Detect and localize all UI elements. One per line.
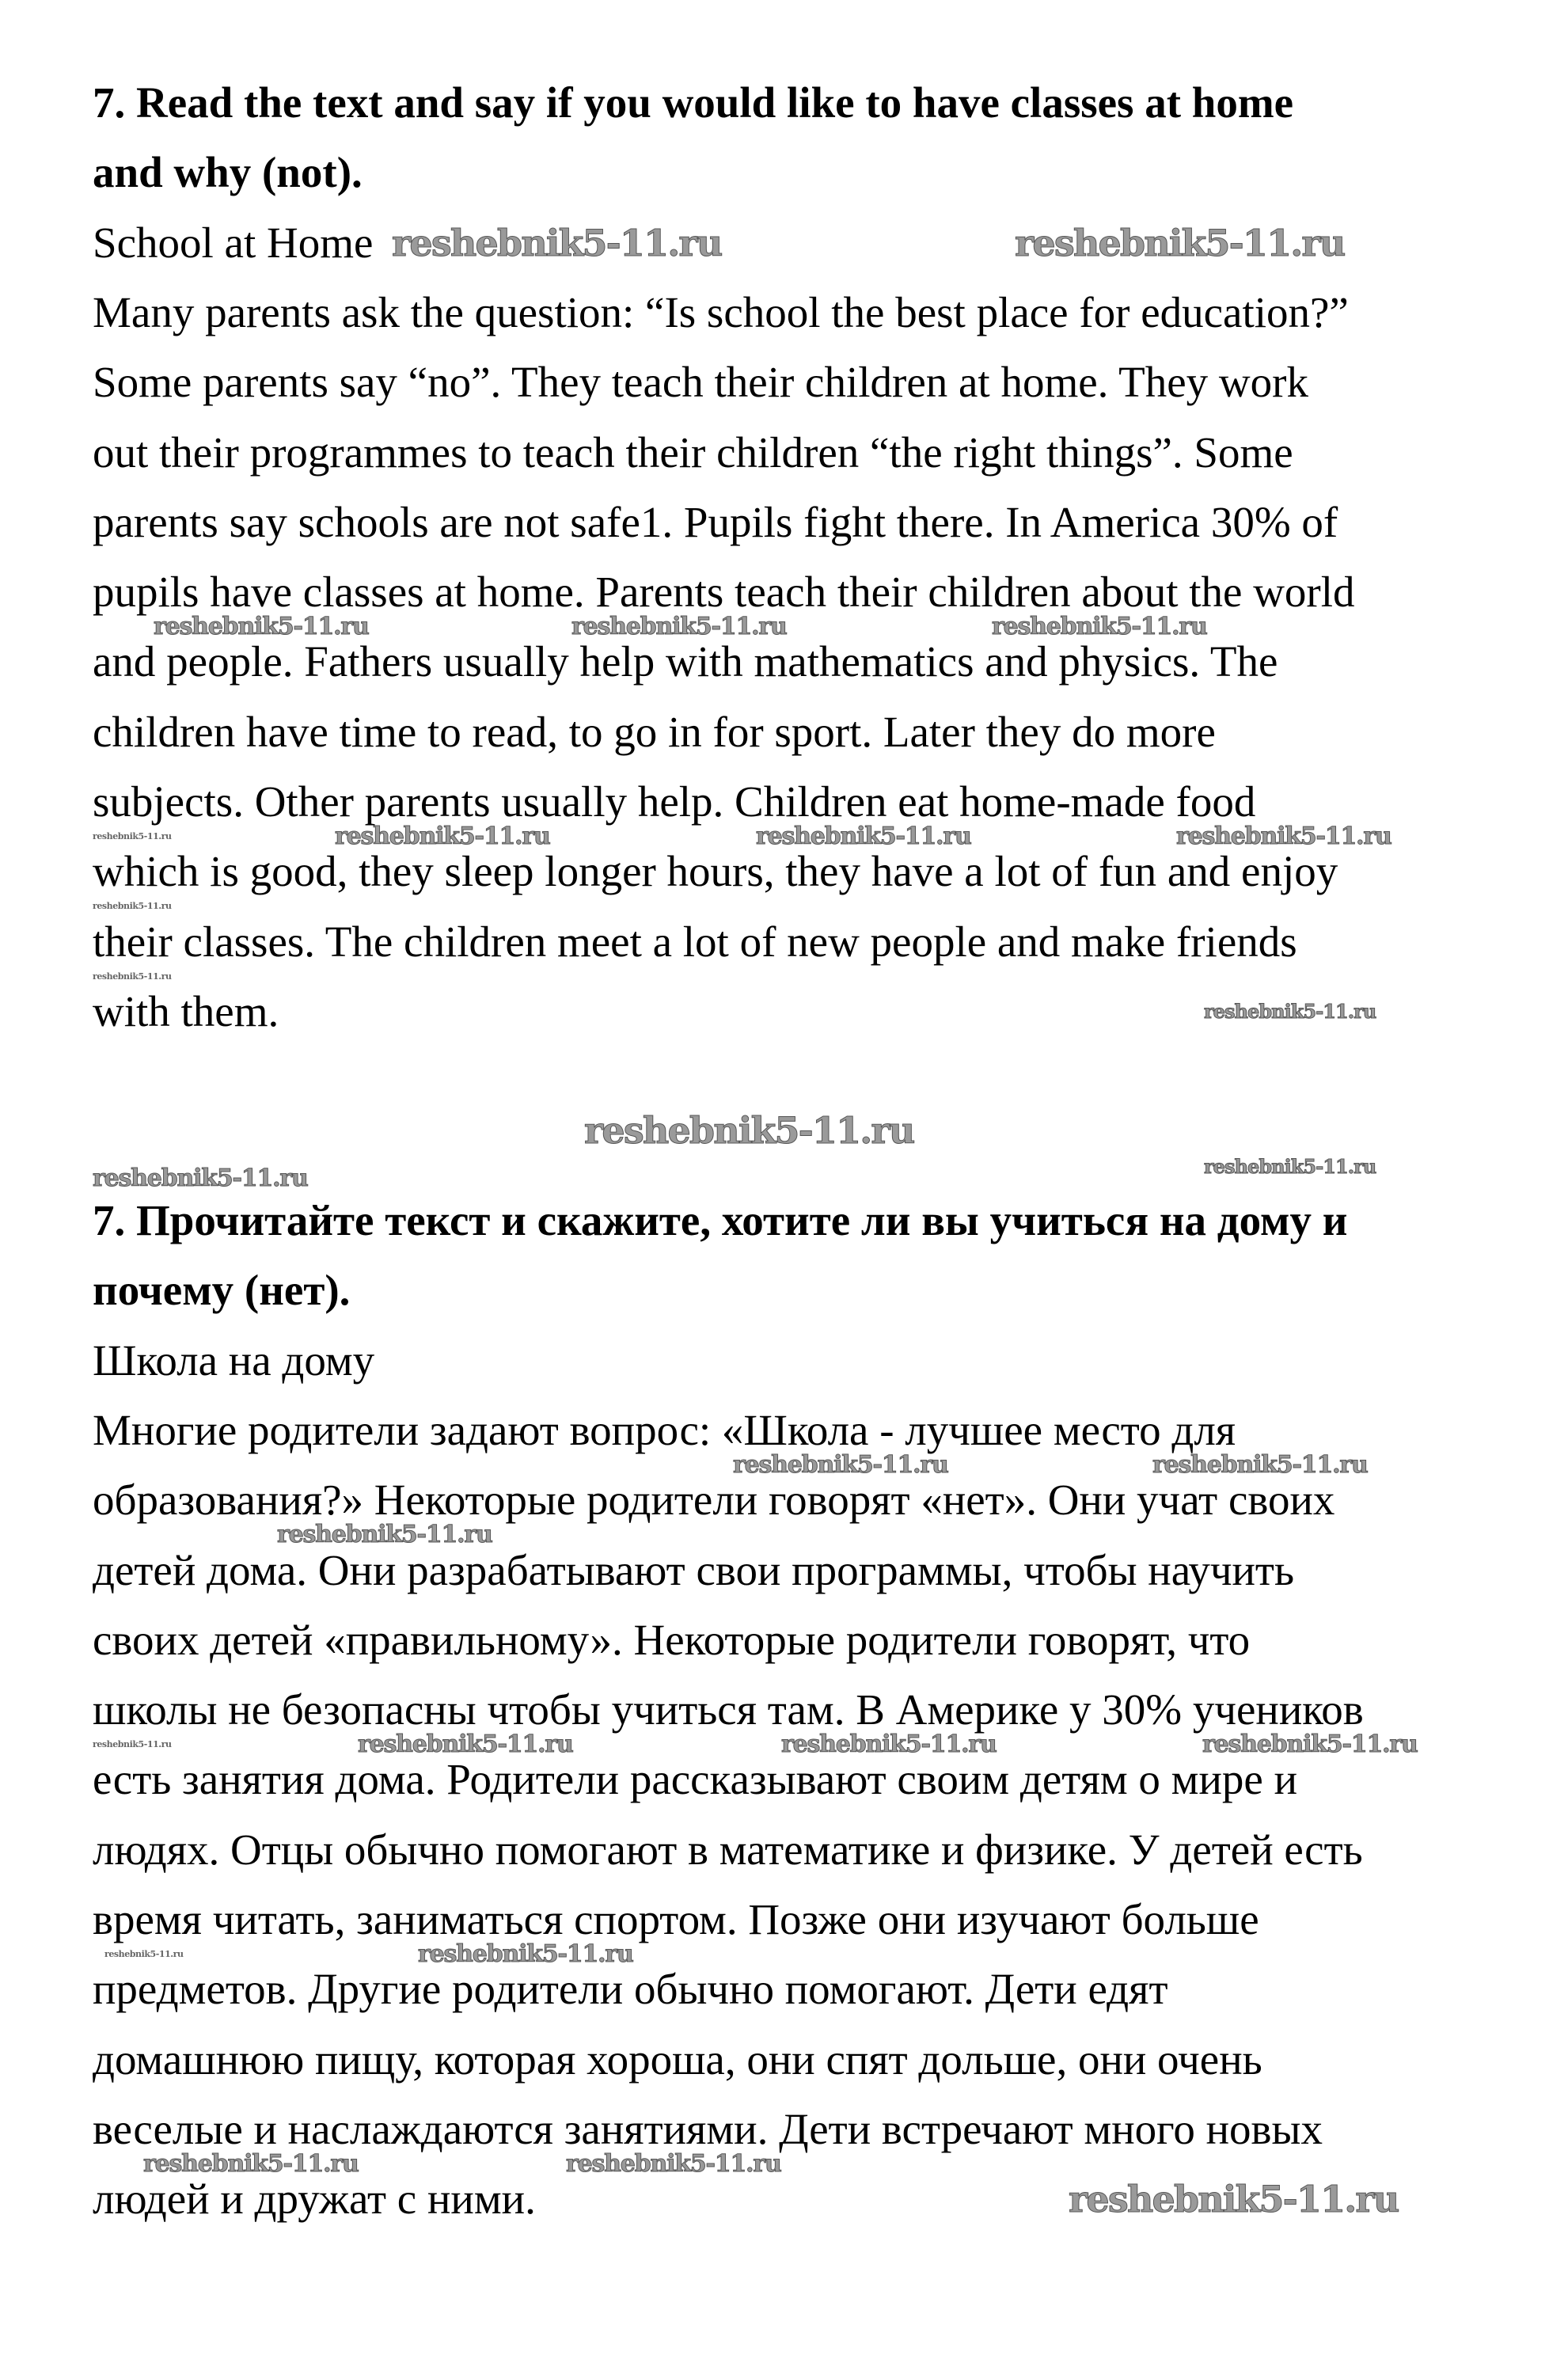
watermark: reshebnik5-11.ru xyxy=(571,613,787,640)
russian-heading-line-2: почему (нет). xyxy=(93,1266,351,1314)
watermark: reshebnik5-11.ru xyxy=(418,1940,633,1968)
watermark: reshebnik5-11.ru xyxy=(781,1730,997,1758)
watermark: reshebnik5-11.ru xyxy=(733,1451,948,1479)
watermark: reshebnik5-11.ru xyxy=(104,1949,184,1959)
english-text-line: which is good, they sleep longer hours, they have a lot of fun and enjoy xyxy=(93,847,1338,895)
watermark: reshebnik5-11.ru xyxy=(93,971,172,982)
watermark: reshebnik5-11.ru xyxy=(566,2150,781,2178)
russian-text-line: Многие родители задают вопрос: «Школа - лучшее место для xyxy=(93,1406,1236,1454)
watermark: reshebnik5-11.ru xyxy=(335,822,550,850)
russian-heading-line-1: 7. Прочитайте текст и скажите, хотите ли вы учиться на дому и xyxy=(93,1196,1348,1244)
watermark: reshebnik5-11.ru xyxy=(392,222,722,264)
watermark: reshebnik5-11.ru xyxy=(1204,1000,1376,1023)
english-text-line: out their programmes to teach their children “the right things”. Some xyxy=(93,428,1293,477)
watermark: reshebnik5-11.ru xyxy=(93,1739,172,1749)
watermark: reshebnik5-11.ru xyxy=(1176,822,1391,850)
watermark: reshebnik5-11.ru xyxy=(93,831,172,841)
watermark: reshebnik5-11.ru xyxy=(1069,2178,1399,2220)
english-text-line: children have time to read, to go in for sport. Later they do more xyxy=(93,708,1216,756)
watermark: reshebnik5-11.ru xyxy=(154,613,369,640)
watermark: reshebnik5-11.ru xyxy=(1015,222,1345,264)
english-text-line: Some parents say “no”. They teach their children at home. They work xyxy=(93,358,1308,406)
watermark: reshebnik5-11.ru xyxy=(1152,1451,1368,1479)
watermark: reshebnik5-11.ru xyxy=(756,822,971,850)
russian-text-line: есть занятия дома. Родители рассказывают своим детям о мире и xyxy=(93,1755,1298,1803)
russian-text-line: школы не безопасны чтобы учиться там. В Америке у 30% учеников xyxy=(93,1685,1364,1734)
watermark: reshebnik5-11.ru xyxy=(992,613,1207,640)
english-heading-line-1: 7. Read the text and say if you would like to have classes at home xyxy=(93,78,1294,127)
watermark: reshebnik5-11.ru xyxy=(1202,1730,1418,1758)
russian-text-line: детей дома. Они разрабатывают свои программы, чтобы научить xyxy=(93,1546,1295,1594)
english-text-line: pupils have classes at home. Parents teach their children about the world xyxy=(93,568,1355,616)
russian-text-title: Школа на дому xyxy=(93,1336,375,1385)
watermark: reshebnik5-11.ru xyxy=(1204,1155,1376,1178)
russian-text-line: образования?» Некоторые родители говорят «нет». Они учат своих xyxy=(93,1476,1335,1524)
watermark: reshebnik5-11.ru xyxy=(93,1164,308,1192)
watermark: reshebnik5-11.ru xyxy=(93,901,172,911)
english-text-line: their classes. The children meet a lot of new people and make friends xyxy=(93,917,1297,966)
english-text-line: and people. Fathers usually help with mathematics and physics. The xyxy=(93,637,1278,686)
watermark: reshebnik5-11.ru xyxy=(358,1730,573,1758)
english-text-line: Many parents ask the question: “Is school the best place for education?” xyxy=(93,288,1349,336)
english-text-line: with them. xyxy=(93,987,279,1035)
watermark: reshebnik5-11.ru xyxy=(584,1109,914,1152)
russian-text-line: людях. Отцы обычно помогают в математике и физике. У детей есть xyxy=(93,1825,1363,1874)
english-text-line: parents say schools are not safe1. Pupils fight there. In America 30% of xyxy=(93,498,1338,546)
russian-text-line: время читать, заниматься спортом. Позже они изучают больше xyxy=(93,1895,1259,1943)
english-text-line: subjects. Other parents usually help. Children eat home-made food xyxy=(93,777,1256,826)
english-heading-line-2: and why (not). xyxy=(93,148,363,196)
russian-text-line: предметов. Другие родители обычно помогают. Дети едят xyxy=(93,1965,1168,2013)
watermark: reshebnik5-11.ru xyxy=(277,1521,492,1548)
russian-text-line: веселые и наслаждаются занятиями. Дети встречают много новых xyxy=(93,2105,1323,2153)
russian-text-line: домашнюю пищу, которая хороша, они спят дольше, они очень xyxy=(93,2035,1262,2084)
watermark: reshebnik5-11.ru xyxy=(143,2150,359,2178)
russian-text-line: людей и дружат с ними. xyxy=(93,2175,536,2223)
russian-text-line: своих детей «правильному». Некоторые родители говорят, что xyxy=(93,1616,1251,1664)
english-text-title: School at Home xyxy=(93,218,374,267)
